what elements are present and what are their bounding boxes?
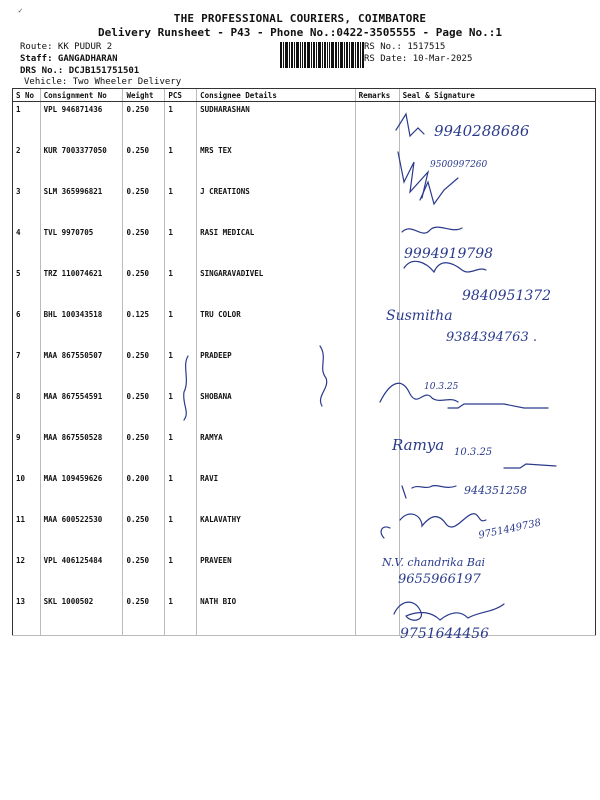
cell-consignee: PRAVEEN xyxy=(197,553,356,594)
cell-pcs: 1 xyxy=(165,471,197,512)
cell-consignee: RAMYA xyxy=(197,430,356,471)
cell-weight: 0.250 xyxy=(123,225,165,266)
cell-consignee: NATH BIO xyxy=(197,594,356,636)
cell-consignment: MAA 109459626 xyxy=(40,471,123,512)
cell-sno: 1 xyxy=(13,102,41,144)
cell-consignee: SUDHARASHAN xyxy=(197,102,356,144)
cell-consignment: KUR 7003377050 xyxy=(40,143,123,184)
col-consignee: Consignee Details xyxy=(197,89,356,102)
cell-consignee: KALAVATHY xyxy=(197,512,356,553)
cell-consignment: SKL 1000502 xyxy=(40,594,123,636)
cell-consignment: SLM 365996821 xyxy=(40,184,123,225)
cell-pcs: 1 xyxy=(165,430,197,471)
table-row xyxy=(13,348,596,389)
cell-pcs: 1 xyxy=(165,143,197,184)
cell-consignment: TRZ 110074621 xyxy=(40,266,123,307)
rs-date: RS Date: 10-Mar-2025 xyxy=(364,54,473,64)
handwritten-phone-7: 9751449738 xyxy=(477,517,543,542)
cell-consignee: RAVI xyxy=(197,471,356,512)
handwritten-phone-2: 9500997260 xyxy=(430,160,488,170)
table-row xyxy=(13,143,596,184)
table-row xyxy=(13,553,596,594)
cell-signature xyxy=(399,143,595,184)
runsheet-table xyxy=(12,88,596,636)
cell-signature xyxy=(399,389,595,430)
cell-pcs: 1 xyxy=(165,225,197,266)
cell-remarks xyxy=(355,184,399,225)
cell-weight: 0.250 xyxy=(123,266,165,307)
cell-consignment: MAA 867550507 xyxy=(40,348,123,389)
cell-consignee: MRS TEX xyxy=(197,143,356,184)
cell-consignment: MAA 867554591 xyxy=(40,389,123,430)
cell-weight: 0.200 xyxy=(123,471,165,512)
cell-pcs: 1 xyxy=(165,307,197,348)
staff-label: Staff: GANGADHARAN xyxy=(20,54,118,64)
table-header-row xyxy=(13,89,596,102)
cell-pcs: 1 xyxy=(165,102,197,144)
handwritten-name-susmitha: Susmitha xyxy=(386,308,453,324)
cell-weight: 0.250 xyxy=(123,389,165,430)
cell-pcs: 1 xyxy=(165,389,197,430)
handwritten-date-2: 10.3.25 xyxy=(454,447,493,458)
cell-weight: 0.125 xyxy=(123,307,165,348)
cell-consignment: MAA 867550528 xyxy=(40,430,123,471)
corner-mark: ✓ xyxy=(18,6,23,15)
cell-consignee: SHOBANA xyxy=(197,389,356,430)
cell-remarks xyxy=(355,512,399,553)
cell-consignment: VPL 946871436 xyxy=(40,102,123,144)
handwritten-phone-1: 9940288686 xyxy=(434,122,530,140)
cell-weight: 0.250 xyxy=(123,348,165,389)
cell-remarks xyxy=(355,471,399,512)
cell-consignee: SINGARAVADIVEL xyxy=(197,266,356,307)
handwritten-phone-8: 9655966197 xyxy=(398,572,481,587)
cell-sno: 6 xyxy=(13,307,41,348)
cell-pcs: 1 xyxy=(165,594,197,636)
cell-sno: 11 xyxy=(13,512,41,553)
cell-consignment: MAA 600522530 xyxy=(40,512,123,553)
drs-label: DRS No.: DCJB151751501 xyxy=(20,66,140,76)
page-subtitle: Delivery Runsheet - P43 - Phone No.:0422-3505555 - Page No.:1 xyxy=(98,26,502,39)
table-row xyxy=(13,225,596,266)
handwritten-phone-4: 9840951372 xyxy=(462,288,552,304)
cell-pcs: 1 xyxy=(165,266,197,307)
cell-pcs: 1 xyxy=(165,348,197,389)
cell-remarks xyxy=(355,389,399,430)
cell-remarks xyxy=(355,266,399,307)
handwritten-date-1: 10.3.25 xyxy=(424,382,459,392)
cell-consignee: J CREATIONS xyxy=(197,184,356,225)
cell-sno: 2 xyxy=(13,143,41,184)
handwritten-phone-9: 9751644456 xyxy=(400,626,490,642)
cell-sno: 10 xyxy=(13,471,41,512)
handwritten-phone-6: 944351258 xyxy=(464,484,527,497)
cell-remarks xyxy=(355,143,399,184)
table-row xyxy=(13,430,596,471)
cell-weight: 0.250 xyxy=(123,553,165,594)
cell-sno: 12 xyxy=(13,553,41,594)
page-title: THE PROFESSIONAL COURIERS, COIMBATORE xyxy=(173,12,427,25)
cell-sno: 5 xyxy=(13,266,41,307)
col-consignment: Consignment No xyxy=(40,89,123,102)
cell-pcs: 1 xyxy=(165,184,197,225)
rs-number: RS No.: 1517515 xyxy=(364,42,446,52)
table-row xyxy=(13,594,596,636)
cell-pcs: 1 xyxy=(165,553,197,594)
cell-remarks xyxy=(355,348,399,389)
cell-sno: 4 xyxy=(13,225,41,266)
handwritten-name-chandrika: N.V. chandrika Bai xyxy=(382,556,486,569)
cell-weight: 0.250 xyxy=(123,430,165,471)
cell-consignment: VPL 406125484 xyxy=(40,553,123,594)
cell-weight: 0.250 xyxy=(123,143,165,184)
col-pcs: PCS xyxy=(165,89,197,102)
cell-consignee: RASI MEDICAL xyxy=(197,225,356,266)
cell-consignment: BHL 100343518 xyxy=(40,307,123,348)
cell-consignee: PRADEEP xyxy=(197,348,356,389)
col-signature: Seal & Signature xyxy=(399,89,595,102)
cell-sno: 7 xyxy=(13,348,41,389)
col-weight: Weight xyxy=(123,89,165,102)
cell-sno: 9 xyxy=(13,430,41,471)
cell-signature xyxy=(399,184,595,225)
cell-consignee: TRU COLOR xyxy=(197,307,356,348)
cell-weight: 0.250 xyxy=(123,594,165,636)
col-sno: S No xyxy=(13,89,41,102)
handwritten-phone-3: 9994919798 xyxy=(404,246,494,262)
col-remarks: Remarks xyxy=(355,89,399,102)
vehicle-label: Vehicle: Two Wheeler Delivery xyxy=(24,77,182,87)
cell-sno: 3 xyxy=(13,184,41,225)
cell-weight: 0.250 xyxy=(123,184,165,225)
cell-weight: 0.250 xyxy=(123,512,165,553)
route-label: Route: KK PUDUR 2 xyxy=(20,42,113,52)
cell-pcs: 1 xyxy=(165,512,197,553)
cell-remarks xyxy=(355,102,399,144)
cell-sno: 8 xyxy=(13,389,41,430)
barcode xyxy=(280,42,364,68)
cell-remarks xyxy=(355,594,399,636)
cell-remarks xyxy=(355,225,399,266)
cell-consignment: TVL 9970705 xyxy=(40,225,123,266)
handwritten-name-ramya: Ramya xyxy=(392,436,445,454)
table-row xyxy=(13,184,596,225)
handwritten-phone-5: 9384394763 . xyxy=(446,330,537,345)
cell-weight: 0.250 xyxy=(123,102,165,144)
table-row xyxy=(13,389,596,430)
cell-sno: 13 xyxy=(13,594,41,636)
